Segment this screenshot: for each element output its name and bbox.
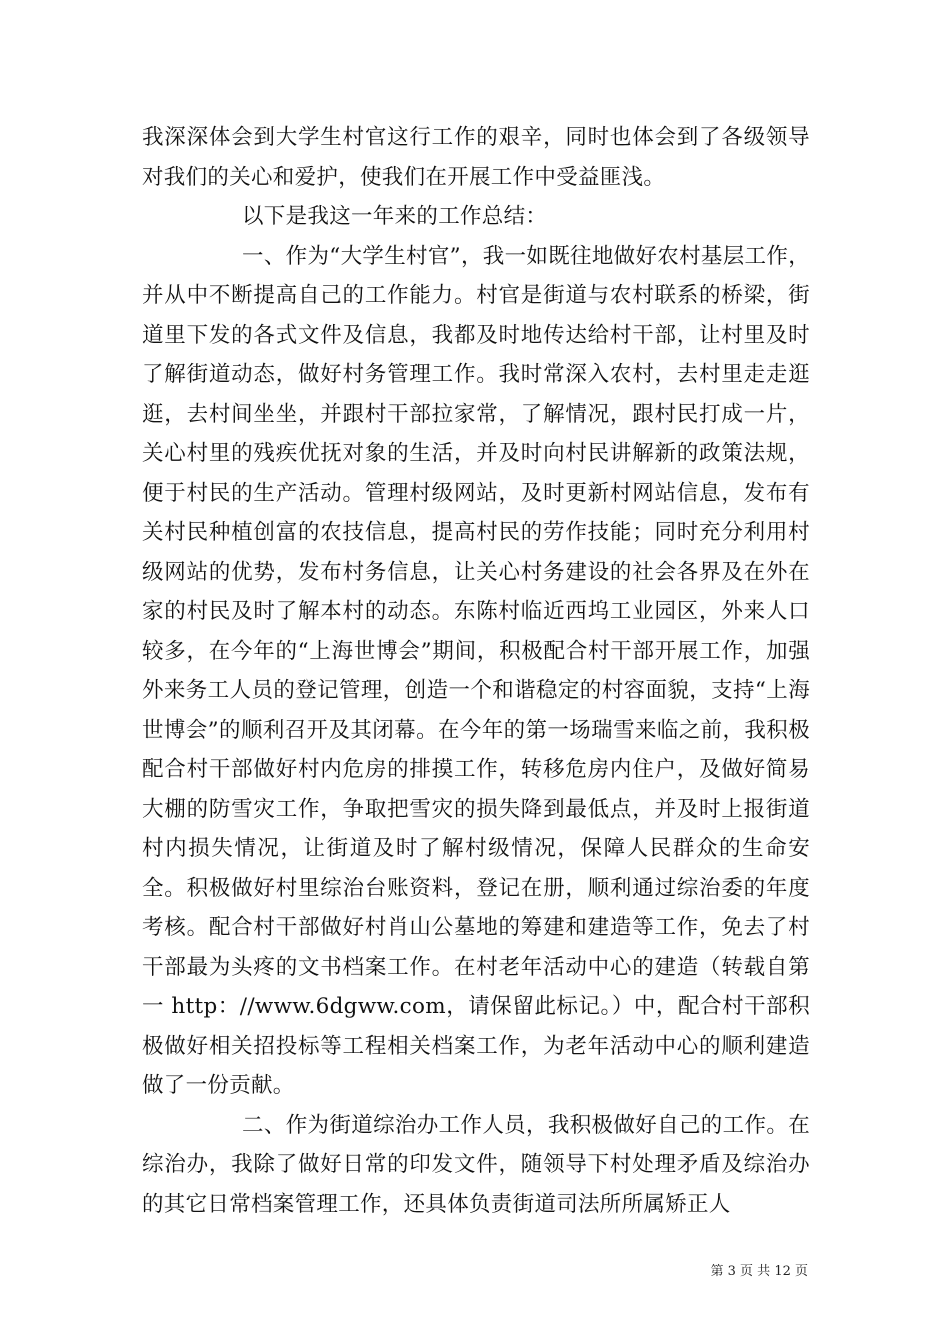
- paragraph-section-one: 一、作为“大学生村官”，我一如既往地做好农村基层工作，并从中不断提高自己的工作能力。村官是街道与农村联系的桥梁，街道里下发的各式文件及信息，我都及时地传达给村干部，让村里及时了解街道动态，做好村务管理工作。我时常深入农村，去村里走走逛逛，去村间坐坐，并跟村干部拉家常，了解情况，跟村民打成一片，关心村里的残疾优抚对象的生活，并及时向村民讲解新的政策法规，便于村民的生产活动。管理村级网站，及时更新村网站信息，发布有关村民种植创富的农技信息，提高村民的劳作技能；同时充分利用村级网站的优势，发布村务信息，让关心村务建设的社会各界及在外在家的村民及时了解本村的动态。东陈村临近西坞工业园区，外来人口较多，在今年的“上海世博会”期间，积极配合村干部开展工作，加强外来务工人员的登记管理，创造一个和谐稳定的村容面貌，支持“上海世博会”的顺利召开及其闭幕。在今年的第一场瑞雪来临之前，我积极配合村干部做好村内危房的排摸工作，转移危房内住户，及做好简易大棚的防雪灾工作，争取把雪灾的损失降到最低点，并及时上报街道村内损失情况，让街道及时了解村级情况，保障人民群众的生命安全。积极做好村里综治台账资料，登记在册，顺利通过综治委的年度考核。配合村干部做好村肖山公墓地的筹建和建造等工作，免去了村干部最为头疼的文书档案工作。在村老年活动中心的建造（转载自第一 http：//www.6dgww.com，请保留此标记。）中，配合村干部积极做好相关招投标等工程相关档案工作，为老年活动中心的顺利建造做了一份贡献。: [142, 243, 810, 1098]
- paragraph-summary-intro: 以下是我这一年来的工作总结：: [242, 204, 548, 229]
- page-number-footer: 第 3 页 共 12 页: [710, 1264, 808, 1279]
- paragraph-continuation: 我深深体会到大学生村官这行工作的艰辛，同时也体会到了各级领导对我们的关心和爱护，使我们在开展工作中受益匪浅。: [142, 125, 810, 190]
- body-text: [142, 118, 810, 1224]
- paragraph-section-two: 二、作为街道综治办工作人员，我积极做好自己的工作。在综治办，我除了做好日常的印发文件，随领导下村处理矛盾及综治办的其它日常档案管理工作，还具体负责街道司法所所属矫正人: [142, 1112, 810, 1217]
